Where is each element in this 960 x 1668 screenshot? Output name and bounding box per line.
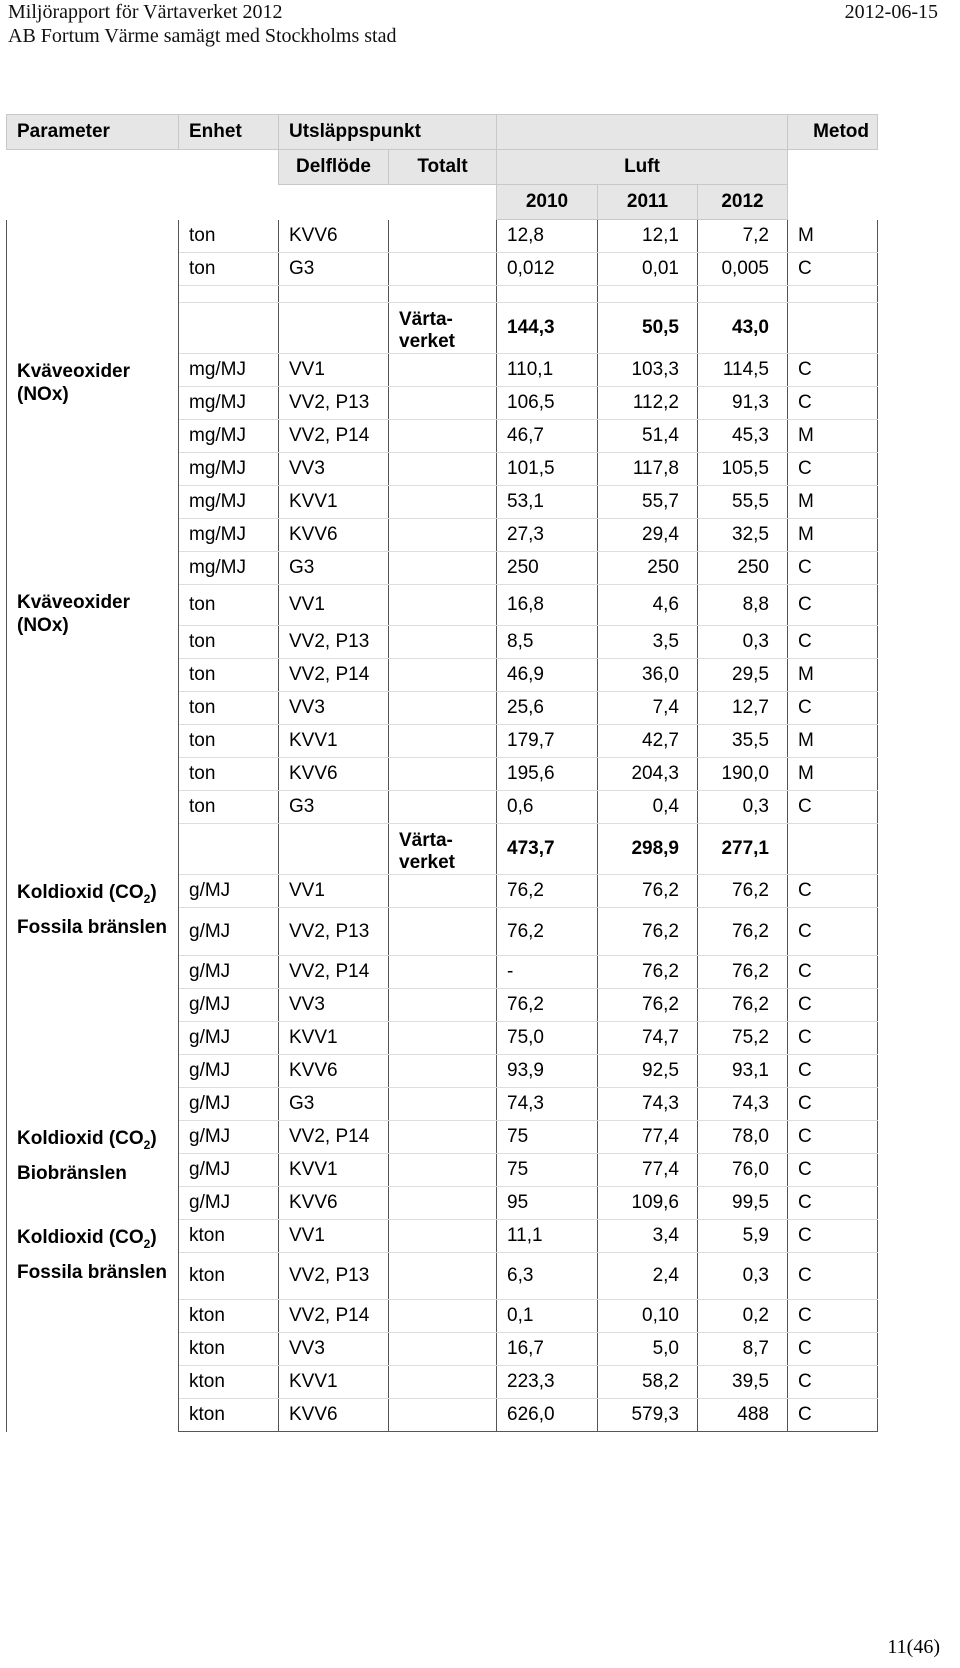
header-utslappspunkt: Utsläppspunkt	[279, 115, 497, 150]
total-2011: 298,9	[598, 824, 698, 875]
cell-totalt	[389, 1088, 497, 1121]
cell-2011: 4,6	[598, 585, 698, 626]
table-row	[7, 354, 878, 387]
parameter-cell	[7, 1121, 179, 1220]
total-row	[7, 303, 878, 354]
cell-2011: 0,4	[598, 791, 698, 824]
cell-enhet: ton	[179, 253, 279, 286]
cell-totalt	[389, 725, 497, 758]
parameter-label: Kväveoxider (NOx)	[17, 360, 131, 405]
cell-enhet: g/MJ	[179, 875, 279, 908]
cell-delflode: KVV6	[279, 758, 389, 791]
cell-totalt	[389, 354, 497, 387]
cell-2012: 55,5	[698, 486, 788, 519]
cell-enhet: kton	[179, 1333, 279, 1366]
cell-2010: 223,3	[497, 1366, 598, 1399]
cell-metod: C	[788, 354, 878, 387]
cell-2012: 75,2	[698, 1022, 788, 1055]
cell-2011: 55,7	[598, 486, 698, 519]
cell-totalt	[389, 486, 497, 519]
cell-totalt	[389, 585, 497, 626]
cell-2012: 5,9	[698, 1220, 788, 1253]
table-row	[7, 1121, 878, 1154]
parameter-label-line2: Biobränslen	[17, 1163, 127, 1185]
cell-2011: 112,2	[598, 387, 698, 420]
cell-2011: 92,5	[598, 1055, 698, 1088]
cell-metod: C	[788, 253, 878, 286]
cell-enhet: ton	[179, 692, 279, 725]
cell-metod: M	[788, 486, 878, 519]
cell-2012: 0,2	[698, 1300, 788, 1333]
cell-delflode: G3	[279, 791, 389, 824]
cell-totalt	[389, 1333, 497, 1366]
cell-2011: 117,8	[598, 453, 698, 486]
cell-2012: 8,8	[698, 585, 788, 626]
cell-totalt	[389, 552, 497, 585]
cell-delflode: KVV1	[279, 725, 389, 758]
cell-2012: 91,3	[698, 387, 788, 420]
cell-metod: C	[788, 956, 878, 989]
cell-delflode: KVV6	[279, 1187, 389, 1220]
cell-2010: 27,3	[497, 519, 598, 552]
cell-metod: C	[788, 692, 878, 725]
cell-enhet: mg/MJ	[179, 354, 279, 387]
cell-2011: 579,3	[598, 1399, 698, 1432]
report-title: Miljörapport för Värtaverket 2012	[8, 1, 283, 23]
parameter-cell	[7, 354, 179, 585]
cell-metod: C	[788, 1300, 878, 1333]
cell-totalt	[389, 387, 497, 420]
cell-2012: 76,2	[698, 908, 788, 956]
cell-metod: C	[788, 626, 878, 659]
cell-delflode: VV1	[279, 1220, 389, 1253]
header-year-2011: 2011	[598, 185, 698, 220]
cell-totalt	[389, 692, 497, 725]
cell-enhet: kton	[179, 1220, 279, 1253]
cell-2010: 75	[497, 1154, 598, 1187]
cell-enhet: kton	[179, 1399, 279, 1432]
cell-2012: 32,5	[698, 519, 788, 552]
parameter-label: Koldioxid (CO	[17, 1226, 144, 1248]
cell-2011: 76,2	[598, 989, 698, 1022]
cell-2010: 75,0	[497, 1022, 598, 1055]
cell-2011: 7,4	[598, 692, 698, 725]
header-delflode: Delflöde	[279, 150, 389, 185]
cell-delflode: KVV1	[279, 1366, 389, 1399]
cell-delflode: KVV6	[279, 519, 389, 552]
cell-metod: M	[788, 420, 878, 453]
cell-2011: 2,4	[598, 1253, 698, 1300]
total-2011: 50,5	[598, 303, 698, 354]
cell-metod: C	[788, 1022, 878, 1055]
cell-enhet: kton	[179, 1300, 279, 1333]
cell-2011: 51,4	[598, 420, 698, 453]
cell-2012: 99,5	[698, 1187, 788, 1220]
cell-totalt	[389, 1121, 497, 1154]
parameter-label-line2: Fossila bränslen	[17, 1262, 167, 1284]
cell-2011: 58,2	[598, 1366, 698, 1399]
parameter-label: Koldioxid (CO	[17, 1127, 144, 1149]
cell-2010: 0,012	[497, 253, 598, 286]
cell-2012: 74,3	[698, 1088, 788, 1121]
cell-2011: 12,1	[598, 220, 698, 253]
cell-enhet: g/MJ	[179, 908, 279, 956]
parameter-cell	[7, 1220, 179, 1432]
cell-2010: 101,5	[497, 453, 598, 486]
cell-enhet: g/MJ	[179, 1022, 279, 1055]
cell-metod: M	[788, 659, 878, 692]
cell-delflode: VV1	[279, 585, 389, 626]
cell-2010: 12,8	[497, 220, 598, 253]
cell-metod: C	[788, 453, 878, 486]
cell-2012: 0,3	[698, 626, 788, 659]
cell-2012: 35,5	[698, 725, 788, 758]
cell-2010: 179,7	[497, 725, 598, 758]
parameter-label-end: )	[150, 881, 157, 903]
cell-enhet: mg/MJ	[179, 519, 279, 552]
total-2010: 144,3	[497, 303, 598, 354]
cell-2012: 488	[698, 1399, 788, 1432]
header-metod: Metod	[788, 115, 878, 150]
cell-2011: 0,10	[598, 1300, 698, 1333]
cell-totalt	[389, 1399, 497, 1432]
cell-enhet: ton	[179, 791, 279, 824]
cell-enhet: ton	[179, 659, 279, 692]
cell-2011: 76,2	[598, 956, 698, 989]
header-totalt: Totalt	[389, 150, 497, 185]
cell-2010: 93,9	[497, 1055, 598, 1088]
cell-totalt	[389, 626, 497, 659]
cell-totalt	[389, 659, 497, 692]
cell-2011: 0,01	[598, 253, 698, 286]
cell-metod: C	[788, 552, 878, 585]
cell-2012: 76,2	[698, 875, 788, 908]
cell-delflode: KVV1	[279, 1154, 389, 1187]
cell-delflode: VV2, P14	[279, 420, 389, 453]
cell-delflode: VV3	[279, 989, 389, 1022]
cell-metod: M	[788, 519, 878, 552]
total-label: Värta-verket	[389, 303, 497, 354]
cell-2011: 74,3	[598, 1088, 698, 1121]
cell-metod: C	[788, 1366, 878, 1399]
cell-enhet: g/MJ	[179, 1088, 279, 1121]
cell-enhet: ton	[179, 626, 279, 659]
cell-2012: 39,5	[698, 1366, 788, 1399]
cell-totalt	[389, 956, 497, 989]
cell-totalt	[389, 1187, 497, 1220]
cell-2010: 95	[497, 1187, 598, 1220]
cell-totalt	[389, 1366, 497, 1399]
cell-metod: C	[788, 1399, 878, 1432]
cell-2010: 106,5	[497, 387, 598, 420]
cell-2012: 190,0	[698, 758, 788, 791]
cell-delflode: KVV6	[279, 1399, 389, 1432]
cell-enhet: mg/MJ	[179, 453, 279, 486]
cell-delflode: VV2, P13	[279, 908, 389, 956]
cell-delflode: KVV6	[279, 220, 389, 253]
cell-metod: C	[788, 1121, 878, 1154]
cell-2011: 76,2	[598, 908, 698, 956]
cell-delflode: VV3	[279, 1333, 389, 1366]
cell-2011: 103,3	[598, 354, 698, 387]
cell-enhet: mg/MJ	[179, 552, 279, 585]
cell-2011: 29,4	[598, 519, 698, 552]
parameter-cell	[7, 585, 179, 875]
parameter-subscript: 2	[143, 1236, 151, 1251]
emissions-table	[6, 114, 878, 1432]
cell-2012: 0,3	[698, 791, 788, 824]
cell-2011: 74,7	[598, 1022, 698, 1055]
cell-enhet: g/MJ	[179, 1121, 279, 1154]
cell-2012: 78,0	[698, 1121, 788, 1154]
cell-totalt	[389, 1253, 497, 1300]
cell-metod: C	[788, 1088, 878, 1121]
cell-2012: 45,3	[698, 420, 788, 453]
cell-2011: 77,4	[598, 1121, 698, 1154]
cell-enhet: mg/MJ	[179, 486, 279, 519]
cell-enhet: kton	[179, 1366, 279, 1399]
cell-metod: M	[788, 725, 878, 758]
cell-metod: C	[788, 1055, 878, 1088]
cell-2012: 0,005	[698, 253, 788, 286]
cell-totalt	[389, 519, 497, 552]
cell-2011: 77,4	[598, 1154, 698, 1187]
cell-totalt	[389, 791, 497, 824]
cell-enhet: ton	[179, 758, 279, 791]
total-2012: 277,1	[698, 824, 788, 875]
cell-delflode: VV1	[279, 354, 389, 387]
cell-delflode: VV3	[279, 453, 389, 486]
cell-2010: 110,1	[497, 354, 598, 387]
cell-totalt	[389, 1220, 497, 1253]
total-2010: 473,7	[497, 824, 598, 875]
report-date: 2012-06-15	[844, 1, 938, 23]
cell-delflode: VV2, P13	[279, 387, 389, 420]
cell-2010: 16,7	[497, 1333, 598, 1366]
cell-totalt	[389, 1300, 497, 1333]
cell-2012: 105,5	[698, 453, 788, 486]
cell-2012: 8,7	[698, 1333, 788, 1366]
header-year-2012: 2012	[698, 185, 788, 220]
cell-2010: 195,6	[497, 758, 598, 791]
cell-enhet: mg/MJ	[179, 387, 279, 420]
cell-totalt	[389, 908, 497, 956]
cell-metod: C	[788, 585, 878, 626]
cell-enhet: ton	[179, 725, 279, 758]
cell-enhet: ton	[179, 585, 279, 626]
cell-delflode: VV2, P14	[279, 1121, 389, 1154]
cell-2010: 16,8	[497, 585, 598, 626]
cell-2012: 29,5	[698, 659, 788, 692]
cell-enhet: g/MJ	[179, 989, 279, 1022]
header-parameter: Parameter	[7, 115, 179, 150]
cell-2010: 74,3	[497, 1088, 598, 1121]
cell-metod: M	[788, 220, 878, 253]
cell-metod: C	[788, 791, 878, 824]
cell-2011: 204,3	[598, 758, 698, 791]
cell-delflode: VV1	[279, 875, 389, 908]
cell-delflode: VV2, P14	[279, 956, 389, 989]
table-row	[7, 220, 878, 253]
cell-delflode: G3	[279, 552, 389, 585]
cell-2012: 76,2	[698, 989, 788, 1022]
cell-2010: 250	[497, 552, 598, 585]
cell-2010: 25,6	[497, 692, 598, 725]
cell-2010: 46,7	[497, 420, 598, 453]
table-row	[7, 585, 878, 626]
cell-metod: C	[788, 989, 878, 1022]
cell-2010: 53,1	[497, 486, 598, 519]
cell-delflode: KVV1	[279, 486, 389, 519]
cell-metod: C	[788, 875, 878, 908]
cell-totalt	[389, 758, 497, 791]
parameter-label-end: )	[150, 1226, 157, 1248]
cell-2012: 76,2	[698, 956, 788, 989]
cell-metod: C	[788, 1187, 878, 1220]
cell-2011: 76,2	[598, 875, 698, 908]
cell-totalt	[389, 253, 497, 286]
cell-delflode: KVV6	[279, 1055, 389, 1088]
cell-delflode: VV2, P14	[279, 659, 389, 692]
cell-2012: 93,1	[698, 1055, 788, 1088]
header-year-2010: 2010	[497, 185, 598, 220]
cell-enhet: g/MJ	[179, 956, 279, 989]
parameter-label: Kväveoxider (NOx)	[17, 591, 131, 636]
cell-metod: C	[788, 1220, 878, 1253]
cell-2011: 5,0	[598, 1333, 698, 1366]
cell-2010: 75	[497, 1121, 598, 1154]
table-row	[7, 875, 878, 908]
cell-delflode: KVV1	[279, 1022, 389, 1055]
total-2012: 43,0	[698, 303, 788, 354]
parameter-label-line2: Fossila bränslen	[17, 917, 167, 939]
cell-2011: 36,0	[598, 659, 698, 692]
table-row	[7, 1220, 878, 1253]
cell-2010: 0,6	[497, 791, 598, 824]
cell-2010: 11,1	[497, 1220, 598, 1253]
cell-totalt	[389, 453, 497, 486]
cell-2010: 76,2	[497, 989, 598, 1022]
cell-totalt	[389, 875, 497, 908]
cell-2010: 6,3	[497, 1253, 598, 1300]
cell-metod: C	[788, 1154, 878, 1187]
cell-2010: 626,0	[497, 1399, 598, 1432]
cell-2011: 42,7	[598, 725, 698, 758]
cell-2012: 76,0	[698, 1154, 788, 1187]
cell-delflode: VV2, P13	[279, 626, 389, 659]
header-luft: Luft	[497, 150, 788, 185]
report-subtitle: AB Fortum Värme samägt med Stockholms stad	[8, 25, 397, 47]
parameter-cell	[7, 875, 179, 1121]
cell-2010: -	[497, 956, 598, 989]
cell-enhet: mg/MJ	[179, 420, 279, 453]
page-number: 11(46)	[887, 1636, 940, 1658]
cell-2011: 109,6	[598, 1187, 698, 1220]
parameter-subscript: 2	[143, 1137, 151, 1152]
cell-totalt	[389, 420, 497, 453]
parameter-label: Koldioxid (CO	[17, 881, 144, 903]
cell-2012: 12,7	[698, 692, 788, 725]
cell-totalt	[389, 1055, 497, 1088]
total-label: Värta-verket	[389, 824, 497, 875]
cell-2012: 0,3	[698, 1253, 788, 1300]
cell-metod: C	[788, 387, 878, 420]
cell-2012: 250	[698, 552, 788, 585]
parameter-label-end: )	[150, 1127, 157, 1149]
cell-2010: 76,2	[497, 908, 598, 956]
cell-delflode: VV3	[279, 692, 389, 725]
cell-2011: 250	[598, 552, 698, 585]
cell-delflode: G3	[279, 253, 389, 286]
cell-2010: 8,5	[497, 626, 598, 659]
cell-metod: C	[788, 908, 878, 956]
cell-2010: 76,2	[497, 875, 598, 908]
cell-metod: M	[788, 758, 878, 791]
cell-2010: 0,1	[497, 1300, 598, 1333]
cell-totalt	[389, 220, 497, 253]
cell-delflode: VV2, P13	[279, 1253, 389, 1300]
cell-delflode: VV2, P14	[279, 1300, 389, 1333]
cell-2011: 3,5	[598, 626, 698, 659]
cell-metod: C	[788, 1253, 878, 1300]
cell-2012: 114,5	[698, 354, 788, 387]
cell-2010: 46,9	[497, 659, 598, 692]
cell-enhet: g/MJ	[179, 1187, 279, 1220]
cell-totalt	[389, 1022, 497, 1055]
cell-enhet: kton	[179, 1253, 279, 1300]
cell-enhet: ton	[179, 220, 279, 253]
cell-metod: C	[788, 1333, 878, 1366]
cell-enhet: g/MJ	[179, 1154, 279, 1187]
cell-totalt	[389, 989, 497, 1022]
header-enhet: Enhet	[179, 115, 279, 150]
cell-2011: 3,4	[598, 1220, 698, 1253]
cell-totalt	[389, 1154, 497, 1187]
cell-2012: 7,2	[698, 220, 788, 253]
cell-delflode: G3	[279, 1088, 389, 1121]
parameter-subscript: 2	[143, 891, 151, 906]
cell-enhet: g/MJ	[179, 1055, 279, 1088]
